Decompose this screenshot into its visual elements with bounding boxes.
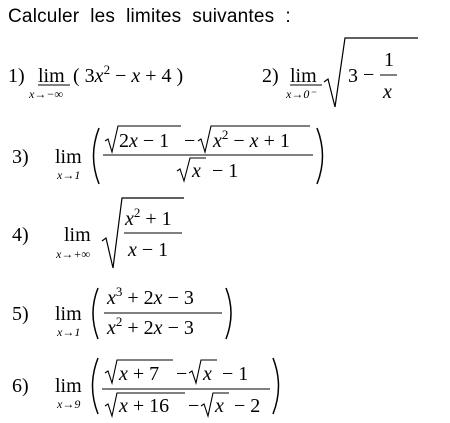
svg-text:− 2: − 2 [234,395,261,417]
svg-text:−: − [184,130,196,152]
exercise-number: 2) [262,65,279,87]
svg-text:− 1: − 1 [212,160,239,182]
svg-text:x + 16: x + 16 [119,395,170,417]
limit-expression [102,198,184,268]
svg-text:x + 7: x + 7 [119,363,160,385]
svg-text:2x − 1: 2x − 1 [119,130,170,152]
svg-text:x3 + 2x − 3: $x^3 + 2x - 3$ [107,284,194,309]
svg-text:x: x [215,395,224,417]
lim-operator: lim [55,375,82,397]
exercise-5 [12,284,231,339]
lim-operator: lim [38,65,65,87]
svg-text:− 1: − 1 [222,363,249,385]
exercise-4 [12,198,184,268]
exercise-number: 4) [12,224,29,246]
lim-subscript: x→9 [57,397,81,411]
limit-expression [324,38,418,107]
svg-text:x: x [192,160,201,182]
exercise-6 [12,358,279,417]
exercise-number: 3) [12,146,29,168]
exercise-2 [262,38,418,107]
exercise-3 [12,126,323,184]
svg-text:3: 3 [348,65,358,87]
lim-operator: lim [64,224,91,246]
svg-text:1: 1 [384,49,394,71]
lim-operator: lim [290,65,317,87]
page-title: Calculer les limites suivantes : [8,6,291,27]
lim-subscript: x→1 [57,168,81,182]
lim-subscript: x→−∞ [29,87,63,101]
lim-subscript: x→1 [57,325,81,339]
svg-text:x2 − x + 1: $x^2 - x + 1$ [213,127,290,152]
svg-text:x2 + 2x − 3: $x^2 + 2x - 3$ [107,314,194,339]
svg-text:( 3x2 − x + 4 ): ( $3x^2 - x + 4$ ) [73,62,184,87]
svg-text:−: − [188,395,200,417]
exercise-number: 6) [12,375,29,397]
lim-operator: lim [55,303,82,325]
lim-subscript: x→+∞ [56,247,90,261]
svg-text:x2 + 1: $x^2 + 1$ [125,205,172,230]
svg-text:x − 1: x − 1 [128,239,169,261]
exercise-number: 1) [8,65,25,87]
limit-expression [94,126,323,184]
svg-text:x: x [203,363,212,385]
exercise-1 [8,62,183,101]
limit-expression [73,62,183,87]
limit-expression [93,284,231,339]
lim-subscript: x→0⁻ [286,87,316,101]
exercise-number: 5) [12,303,29,325]
lim-operator: lim [55,146,82,168]
svg-text:−: − [176,363,188,385]
svg-text:−: − [363,64,375,86]
limit-expression [93,358,279,417]
svg-text:x: x [383,81,392,103]
